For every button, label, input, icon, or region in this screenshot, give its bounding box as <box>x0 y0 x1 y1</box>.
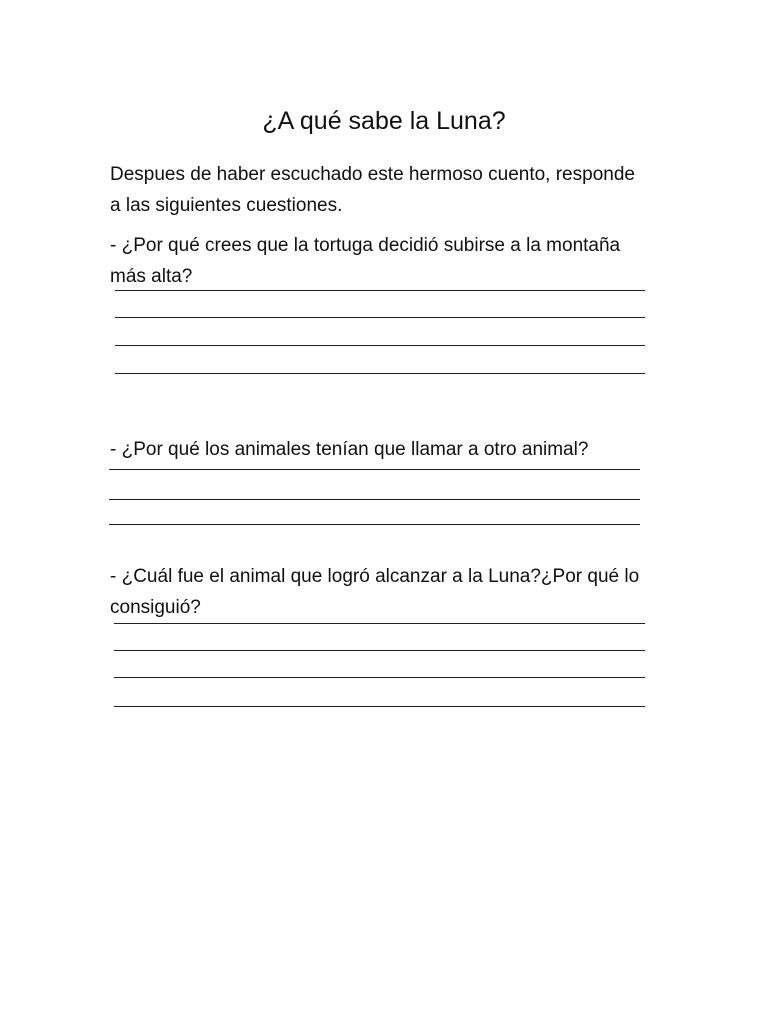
question-1-answer-line[interactable] <box>115 290 645 291</box>
question-2-text: - ¿Por qué los animales tenían que llamar a otro animal? <box>110 439 589 460</box>
question-2-answer-line[interactable] <box>109 499 640 500</box>
worksheet-title: ¿A qué sabe la Luna? <box>262 106 506 135</box>
question-2-answer-line[interactable] <box>109 524 640 525</box>
question-3-text: - ¿Cuál fue el animal que logró alcanzar a la Luna?¿Por qué lo consiguió? <box>110 566 640 618</box>
question-3-answer-line[interactable] <box>114 677 645 678</box>
question-1-answer-line[interactable] <box>115 345 645 346</box>
question-1-text: - ¿Por qué crees que la tortuga decidió subirse a la montaña más alta? <box>110 235 621 287</box>
question-3-answer-line[interactable] <box>114 706 645 707</box>
instructions-text: Despues de haber escuchado este hermoso cuento, responde a las siguientes cuestiones. <box>110 164 635 216</box>
question-1-answer-line[interactable] <box>115 373 645 374</box>
question-3-answer-line[interactable] <box>114 650 645 651</box>
question-3-answer-line[interactable] <box>114 623 645 624</box>
question-1-answer-line[interactable] <box>115 317 645 318</box>
question-2-answer-line[interactable] <box>109 469 640 470</box>
